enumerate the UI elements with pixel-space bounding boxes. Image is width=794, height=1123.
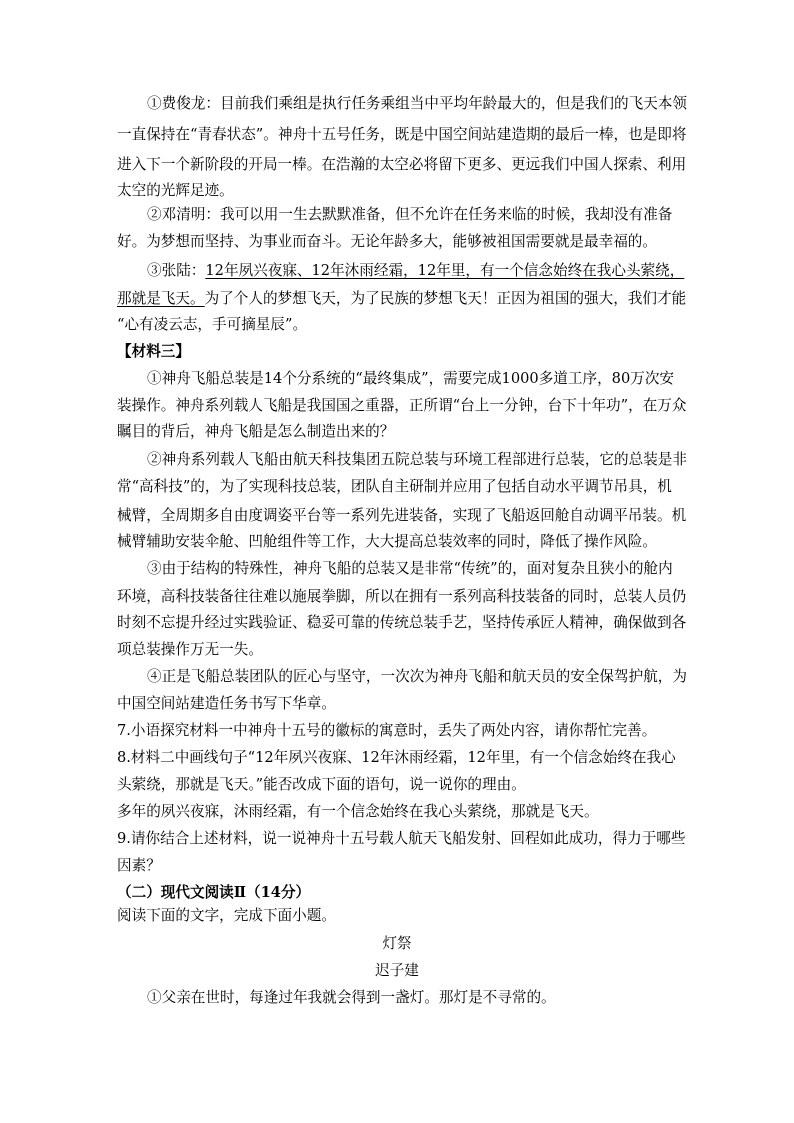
m3-p3-line1: ③由于结构的特殊性，神舟飞船的总装又是非常“传统”的，面对复杂且狭小的舱内 bbox=[147, 560, 673, 577]
m2-p1-line4: 太空的光辉足迹。 bbox=[117, 182, 234, 199]
underlined-sentence-part2: 那就是飞天。 bbox=[117, 290, 205, 307]
m2-p3-line2 bbox=[117, 289, 686, 309]
section2-instruction: 阅读下面的文字，完成下面小题。 bbox=[117, 907, 336, 924]
m3-p2-line3: 械臂，全周期多自由度调姿平台等一系列先进装备，实现了飞船返回舱自动调平吊装。机 bbox=[117, 507, 687, 524]
m3-p4-line2: 中国空间站建造任务书写下华章。 bbox=[117, 695, 336, 712]
passage-p1: ①父亲在世时，每逢过年我就会得到一盏灯。那灯是不寻常的。 bbox=[147, 989, 556, 1006]
question-7: 7.小语探究材料一中神舟十五号的徽标的寓意时，丢失了两处内容，请你帮忙完善。 bbox=[117, 722, 657, 739]
question-9-line2: 因素？ bbox=[117, 857, 161, 874]
m2-p3-speaker: ③张陆： bbox=[147, 262, 206, 279]
passage-title: 灯祭 bbox=[382, 935, 412, 952]
question-8-alt-sentence: 多年的夙兴夜寐，沐雨经霜，有一个信念始终在我心头萦绕，那就是飞天。 bbox=[117, 803, 599, 820]
question-9-line1: 9.请你结合上述材料，说一说神舟十五号载人航天飞船发射、回程如此成功，得力于哪些 bbox=[117, 830, 686, 847]
m3-p2-line1: ②神舟系列载人飞船由航天科技集团五院总装与环境工程部进行总装，它的总装是非 bbox=[147, 451, 687, 468]
section2-heading: （二）现代文阅读Ⅱ（14分） bbox=[117, 884, 311, 901]
m2-p1-line2: 一直保持在“青春状态”。神舟十五号任务，既是中国空间站建造期的最后一棒，也是即将 bbox=[117, 126, 687, 143]
m3-p2-line4: 械臂辅助安装伞舱、凹舱组件等工作，大大提高总装效率的同时，降低了操作风险。 bbox=[117, 533, 657, 550]
m3-p3-line4: 项总装操作万无一失。 bbox=[117, 641, 263, 658]
m2-p2-line2: 好。为梦想而坚持、为事业而奋斗。无论年龄多大，能够被祖国需要就是最幸福的。 bbox=[117, 233, 657, 250]
m3-p1-line3: 瞩目的背后，神舟飞船是怎么制造出来的？ bbox=[117, 423, 395, 440]
m2-p2-line1: ②邓清明：我可以用一生去默默准备，但不允许在任务来临的时候，我却没有准备 bbox=[147, 206, 673, 223]
m3-p4-line1: ④正是飞船总装团队的匠心与坚守，一次次为神舟飞船和航天员的安全保驾护航，为 bbox=[147, 668, 687, 685]
m3-p3-line3: 时刻不忘提升经过实践验证、稳妥可靠的传统总装手艺，坚持传承匠人精神，确保做到各 bbox=[117, 614, 687, 631]
question-8-line1: 8.材料二中画线句子“12年夙兴夜寐、12年沐雨经霜，12年里，有一个信念始终在我心 bbox=[117, 749, 676, 766]
m3-p2-line2: 常“高科技”的，为了实现科技总装，团队自主研制并应用了包括自动水平调节吊具，机 bbox=[117, 478, 672, 495]
m2-p3-line3: “心有凌云志，手可摘星辰”。 bbox=[117, 316, 308, 333]
m3-p1-line1: ①神舟飞船总装是14个分系统的“最终集成”，需要完成1000多道工序，80万次安 bbox=[147, 370, 675, 387]
m3-p1-line2: 装操作。神舟系列载人飞船是我国国之重器，正所谓“台上一分钟，台下十年功”，在万众 bbox=[117, 397, 687, 414]
material3-heading: 【材料三】 bbox=[117, 343, 190, 360]
passage-author: 迟子建 bbox=[375, 962, 419, 979]
m2-p3-line1 bbox=[147, 261, 684, 281]
m2-p1-line1: ①费俊龙：目前我们乘组是执行任务乘组当中平均年龄最大的，但是我们的飞天本领 bbox=[147, 95, 687, 112]
m2-p1-line3: 进入下一个新阶段的开局一棒。在浩瀚的太空必将留下更多、更远我们中国人探索、利用 bbox=[117, 156, 687, 173]
m2-p3-line2-rest: 为了个人的梦想飞天，为了民族的梦想飞天！正因为祖国的强大，我们才能 bbox=[204, 290, 687, 307]
m3-p3-line2: 环境，高科技装备往往难以施展拳脚，所以在拥有一系列高科技装备的同时，总装人员仍 bbox=[117, 588, 687, 605]
underlined-sentence-part1: 12年夙兴夜寐、12年沐雨经霜，12年里，有一个信念始终在我心头萦绕， bbox=[205, 262, 685, 279]
question-8-line2: 头萦绕，那就是飞天。”能否改成下面的语句，说一说你的理由。 bbox=[117, 776, 526, 793]
